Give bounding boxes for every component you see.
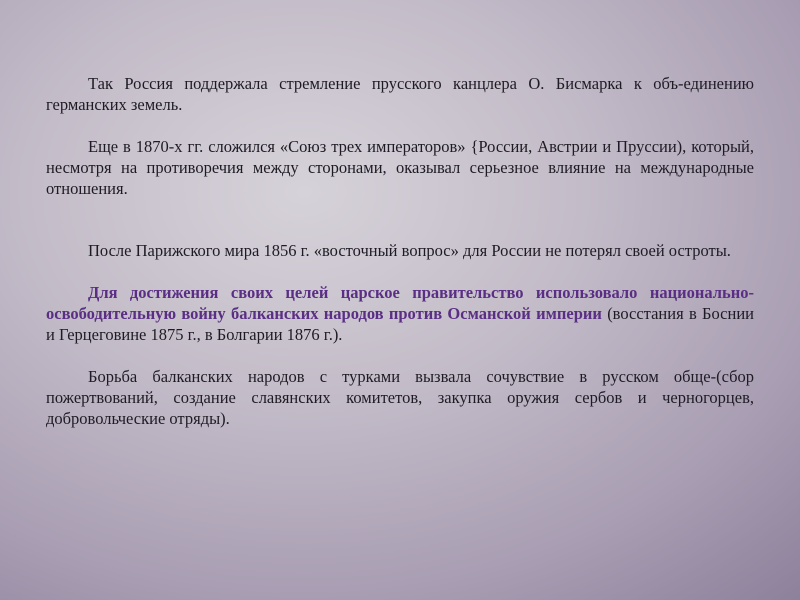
paragraph-paris-peace <box>46 240 754 261</box>
paragraph-three-emperors-text: Еще в 1870-х гг. сложился «Союз трех императоров» {России, Австрии и Пруссии), который, несмотря на противоречия между сторонами, оказывал серьезное влияние на международные отношения. <box>46 137 754 198</box>
paragraph-paris-peace-text: После Парижского мира 1856 г. «восточный вопрос» для России не потерял своей остроты. <box>88 241 731 260</box>
paragraph-balkan-war-text: (восстания в Боснии и Герцеговине 1875 г., в Болгарии 1876 г.). <box>46 304 754 344</box>
paragraph-three-emperors <box>46 136 754 199</box>
paragraph-spacer <box>46 115 754 136</box>
slide-text-body <box>46 73 754 429</box>
paragraph-balkan-war-emphasis: Для достижения своих целей царское правительство использовало национально-освободительную войну балканских народов против Османской империи <box>46 283 754 323</box>
paragraph-bismarck-text: Так Россия поддержала стремление прусского канцлера О. Бисмарка к объ-единению германских земель. <box>46 74 754 114</box>
paragraph-bismarck <box>46 73 754 115</box>
paragraph-sympathy-text: Борьба балканских народов с турками вызвала сочувствие в русском обще-(сбор пожертвований, создание славянских комитетов, закупка оружия сербов и черногорцев, добровольческие отряды). <box>46 367 754 428</box>
paragraph-sympathy <box>46 366 754 429</box>
paragraph-spacer <box>46 199 754 240</box>
paragraph-spacer <box>46 261 754 282</box>
paragraph-spacer <box>46 345 754 366</box>
paragraph-balkan-war <box>46 282 754 345</box>
